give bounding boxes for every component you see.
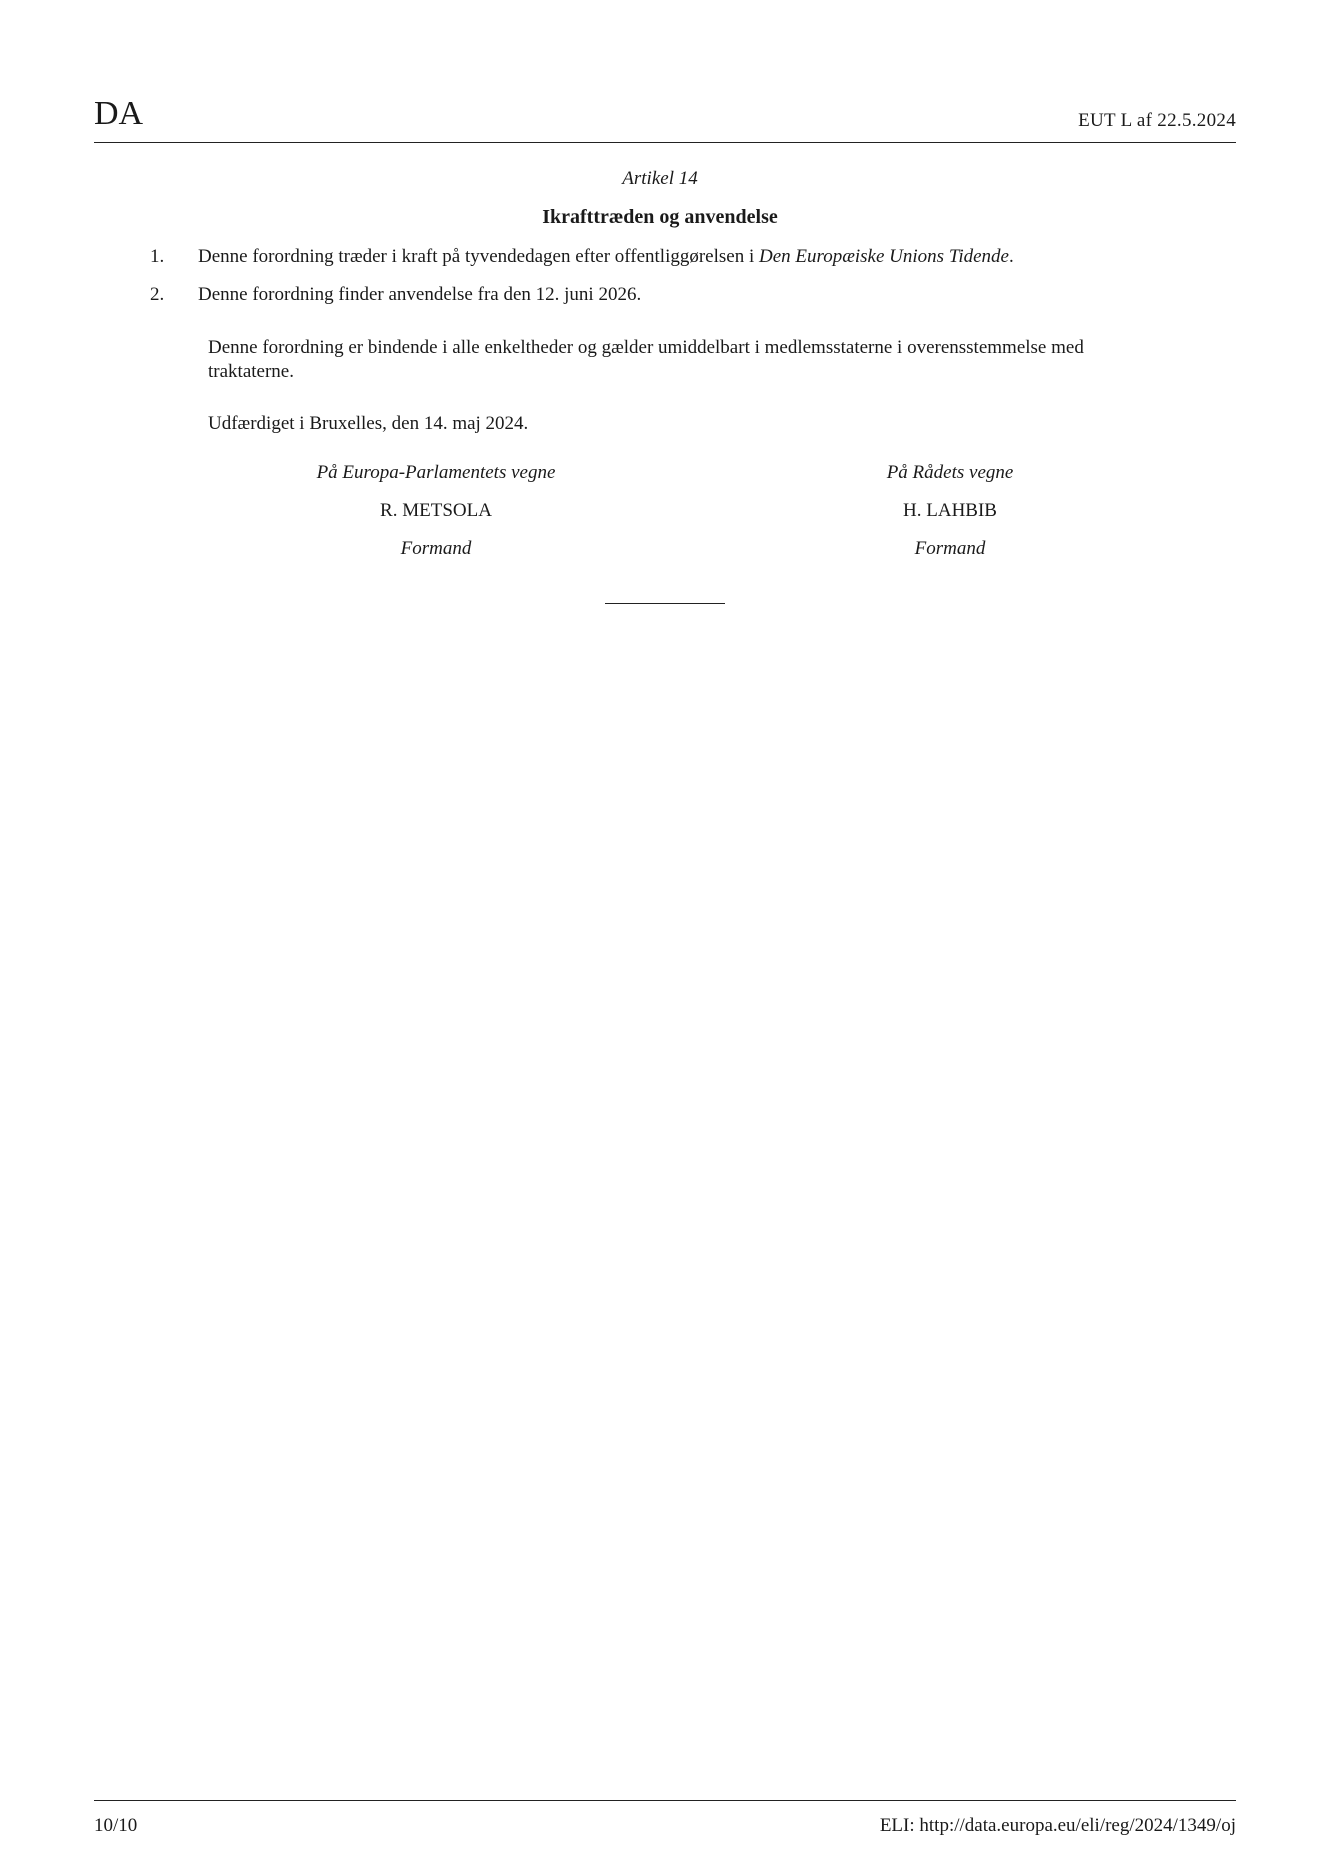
signatory-name-council: H. LAHBIB	[903, 500, 997, 521]
paragraph-text: Denne forordning finder anvendelse fra den 12. juni 2026.	[198, 284, 642, 305]
place-and-date: Udfærdiget i Bruxelles, den 14. maj 2024.	[208, 413, 529, 434]
paragraph-number: 2.	[150, 284, 165, 305]
signatory-role-parliament: Formand	[400, 538, 472, 559]
paragraph-number: 1.	[150, 246, 165, 267]
signature-on-behalf-council: På Rådets vegne	[886, 462, 1014, 483]
eli-identifier: ELI: http://data.europa.eu/eli/reg/2024/1349/oj	[879, 1815, 1236, 1836]
language-code: DA	[94, 95, 144, 132]
paragraph-text: Denne forordning træder i kraft på tyvendedagen efter offentliggørelsen i Den Europæiske Unions Tidende.	[198, 246, 1014, 267]
signatory-name-parliament: R. METSOLA	[380, 500, 492, 521]
page-number: 10/10	[94, 1815, 138, 1836]
journal-name: Den Europæiske Unions Tidende	[759, 246, 1009, 267]
article-number: Artikel 14	[622, 168, 698, 189]
article-title: Ikrafttræden og anvendelse	[542, 206, 778, 228]
binding-clause: Denne forordning er bindende i alle enkeltheder og gælder umiddelbart i medlemsstaterne i overensstemmelse med traktaterne.	[208, 337, 1084, 382]
signature-on-behalf-parliament: På Europa-Parlamentets vegne	[316, 462, 556, 483]
journal-reference: EUT L af 22.5.2024	[1078, 110, 1236, 131]
page-footer	[94, 1800, 1236, 1841]
end-of-document-rule	[605, 603, 725, 604]
page-header	[94, 92, 1236, 143]
signatory-role-council: Formand	[914, 538, 986, 559]
